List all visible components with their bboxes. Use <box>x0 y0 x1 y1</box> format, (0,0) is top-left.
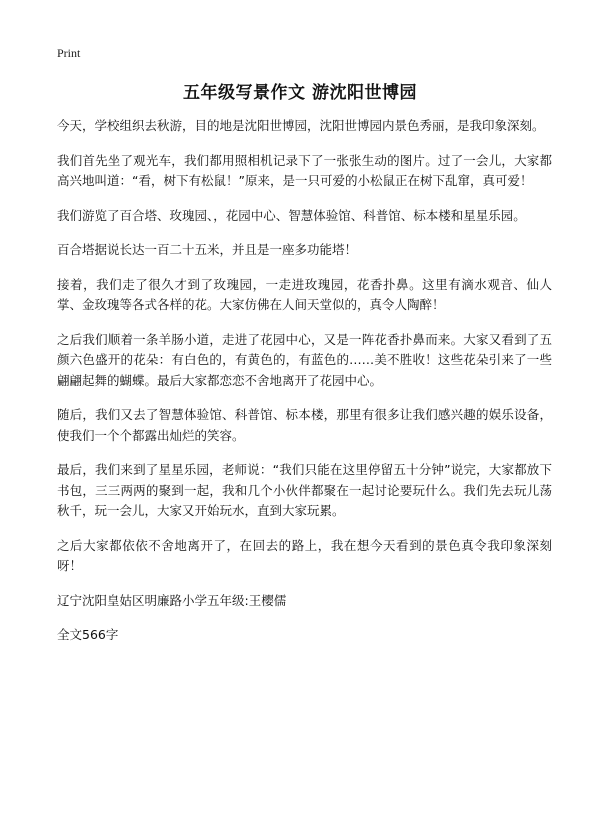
paragraph: 我们首先坐了观光车，我们都用照相机记录下了一张张生动的图片。过了一会儿，大家都高兴地叫道：“看，树下有松鼠！”原来，是一只可爱的小松鼠正在树下乱窜，真可爱！ <box>57 152 552 188</box>
paragraph: 之后我们顺着一条羊肠小道，走进了花园中心，又是一阵花香扑鼻而来。大家又看到了五颜六色盛开的花朵：有白色的，有黄色的，有蓝色的……美不胜收！这些花朵引来了一些翩翩起舞的蝴蝶。最后大家都恋恋不舍地离开了花园中心。 <box>57 331 552 388</box>
word-count: 全文566字 <box>57 627 119 642</box>
print-link[interactable]: Print <box>57 46 81 60</box>
paragraph: 接着，我们走了很久才到了玫瑰园，一走进玫瑰园，花香扑鼻。这里有滴水观音、仙人掌、金玫瑰等各式各样的花。大家仿佛在人间天堂似的，真令人陶醉！ <box>57 276 552 312</box>
author-line: 辽宁沈阳皇姑区明廉路小学五年级:王樱儒 <box>57 592 287 608</box>
article-body <box>57 116 552 646</box>
paragraph: 最后，我们来到了星星乐园，老师说：“我们只能在这里停留五十分钟”说完，大家都放下书包，三三两两的聚到一起，我和几个小伙伴都聚在一起讨论要玩什么。我们先去玩儿荡秋千，玩一会儿，大家又开始玩水，直到大家玩累。 <box>57 462 552 518</box>
paragraph: 我们游览了百合塔、玫瑰园、，花园中心、智慧体验馆、科普馆、标本楼和星星乐园。 <box>57 207 526 223</box>
paragraph: 百合塔据说长达一百二十五米，并且是一座多功能塔！ <box>57 242 358 257</box>
paragraph: 今天，学校组织去秋游，目的地是沈阳世博园，沈阳世博园内景色秀丽，是我印象深刻。 <box>57 118 545 133</box>
paragraph: 之后大家都依依不舍地离开了，在回去的路上，我在想今天看到的景色真令我印象深刻呀！ <box>57 537 552 573</box>
article-title: 五年级写景作文 游沈阳世博园 <box>183 83 417 103</box>
paragraph: 随后，我们又去了智慧体验馆、科普馆、标本楼，那里有很多让我们感兴趣的娱乐设备，使我们一个个都露出灿烂的笑容。 <box>57 407 552 443</box>
